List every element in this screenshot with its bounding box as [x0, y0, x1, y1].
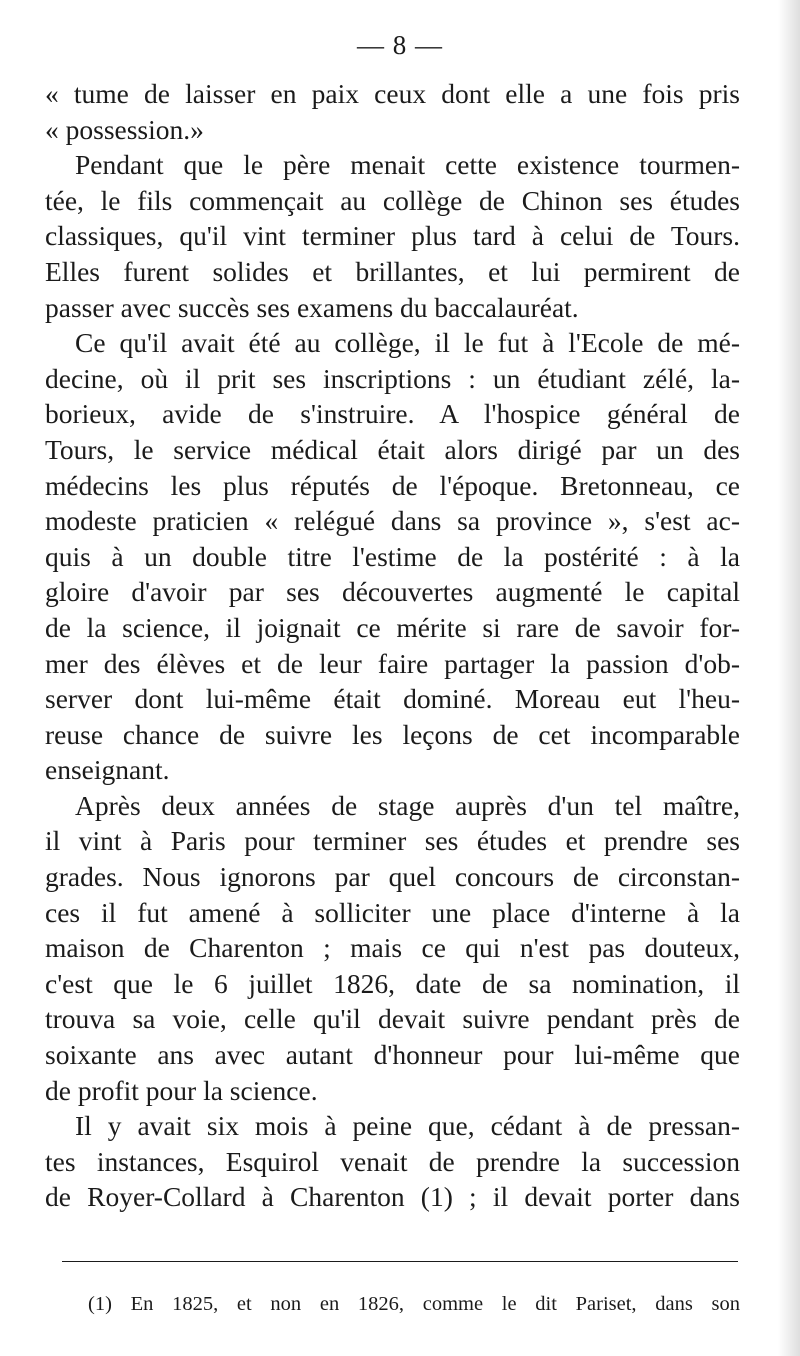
text-line: de profit pour la science. — [45, 1074, 318, 1106]
page-number: — 8 — — [357, 30, 443, 60]
text-line: « possession.» — [45, 113, 204, 145]
text-line: soixante ans avec autant d'honneur pour lui-même que — [45, 1039, 740, 1071]
text-line: quis à un double titre l'estime de la postérité : à la — [45, 540, 740, 572]
text-line: il vint à Paris pour terminer ses études et prendre ses — [45, 825, 740, 857]
text-line: grades. Nous ignorons par quel concours de circonstan- — [45, 861, 740, 893]
text-line: trouva sa voie, celle qu'il devait suivre pendant près de — [45, 1003, 740, 1035]
text-line: Tours, le service médical était alors dirigé par un des — [45, 433, 740, 465]
footnote-separator — [62, 1261, 738, 1262]
text-line: Il y avait six mois à peine que, cédant à de pressan- — [75, 1110, 740, 1142]
text-line: Elles furent solides et brillantes, et lui permirent de — [45, 255, 740, 287]
page-edge-shadow — [778, 0, 800, 1356]
text-line: de la science, il joignait ce mérite si rare de savoir for- — [45, 611, 740, 643]
text-line: « tume de laisser en paix ceux dont elle a une fois pris — [45, 78, 740, 109]
text-line: ces il fut amené à solliciter une place d'interne à la — [45, 896, 740, 928]
text-line: médecins les plus réputés de l'époque. Bretonneau, ce — [45, 469, 740, 501]
footnote: (1) En 1825, et non en 1826, comme le dit Pariset, dans son — [88, 1293, 740, 1315]
text-line: reuse chance de suivre les leçons de cet incomparable — [45, 718, 740, 750]
text-line: borieux, avide de s'instruire. A l'hospice général de — [45, 398, 740, 430]
text-line: Pendant que le père menait cette existence tourmen- — [75, 149, 740, 181]
text-line: modeste praticien « relégué dans sa province », s'est ac- — [45, 505, 740, 537]
text-line: mer des élèves et de leur faire partager la passion d'ob- — [45, 647, 740, 679]
text-line: enseignant. — [45, 754, 170, 786]
text-line: Après deux années de stage auprès d'un tel maître, — [75, 789, 740, 821]
text-line: c'est que le 6 juillet 1826, date de sa nomination, il — [45, 967, 740, 999]
body-text — [45, 76, 740, 1215]
text-line: classiques, qu'il vint terminer plus tard à celui de Tours. — [45, 220, 740, 252]
text-line: decine, où il prit ses inscriptions : un étudiant zélé, la- — [45, 362, 740, 394]
text-line: Ce qu'il avait été au collège, il le fut à l'Ecole de mé- — [75, 327, 740, 359]
text-line: tée, le fils commençait au collège de Chinon ses études — [45, 184, 740, 216]
text-line: maison de Charenton ; mais ce qui n'est pas douteux, — [45, 932, 740, 964]
text-line: tes instances, Esquirol venait de prendre la succession — [45, 1145, 740, 1177]
text-line: passer avec succès ses examens du baccalauréat. — [45, 291, 579, 323]
text-line: server dont lui-même était dominé. Moreau eut l'heu- — [45, 683, 740, 715]
text-line: gloire d'avoir par ses découvertes augmenté le capital — [45, 576, 740, 608]
text-line: de Royer-Collard à Charenton (1) ; il devait porter dans — [45, 1181, 740, 1213]
